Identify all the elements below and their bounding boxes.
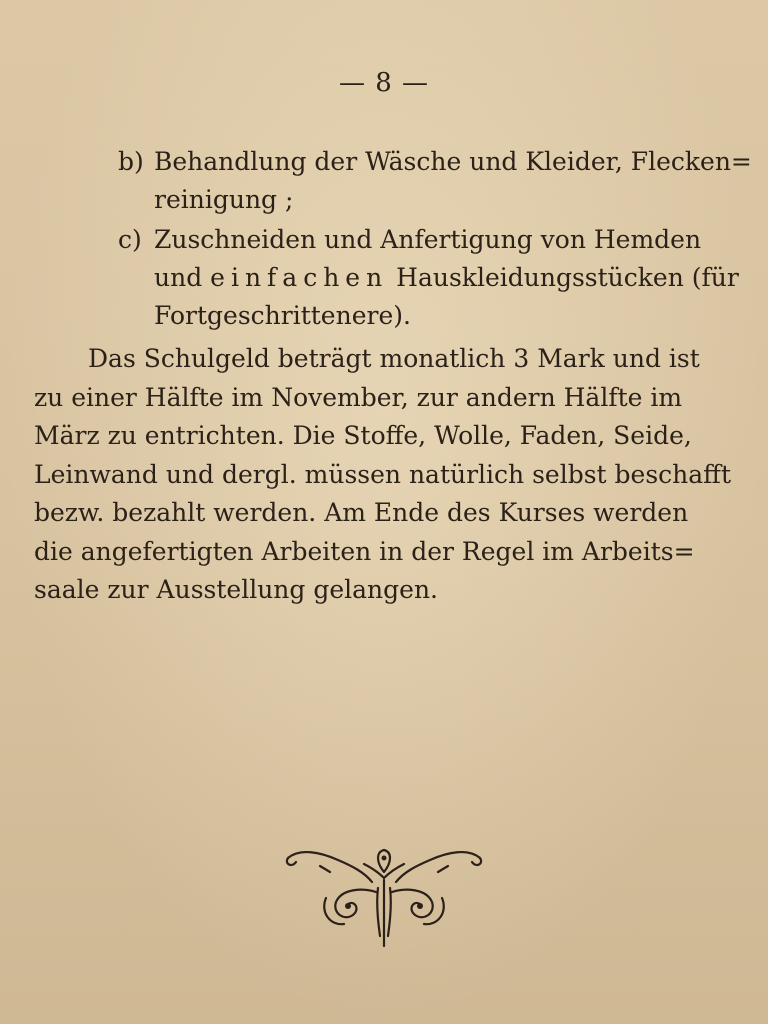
list-item-text-line — [118, 259, 738, 297]
list-marker: b) — [118, 147, 144, 176]
decorative-ornament-icon — [280, 842, 488, 954]
body-paragraph — [34, 340, 738, 610]
list-item-text-line: Fortgeschrittenere). — [154, 301, 411, 330]
paragraph-line: bezw. bezahlt werden. Am Ende des Kurses werden — [34, 498, 689, 527]
page-number: — 8 — — [338, 68, 430, 98]
emphasized-text: einfachen — [210, 263, 389, 292]
paragraph-line: März zu entrichten. Die Stoffe, Wolle, Faden, Seide, — [34, 421, 692, 450]
list-item-text-line: reinigung ; — [154, 185, 294, 214]
list-item-c — [118, 221, 738, 335]
paragraph-line: Das Schulgeld beträgt monatlich 3 Mark und ist — [88, 344, 700, 373]
paragraph-line: zu einer Hälfte im November, zur andern Hälfte im — [34, 382, 683, 412]
list-item-text-line: Behandlung der Wäsche und Kleider, Flecken= — [154, 147, 752, 176]
paragraph-line: saale zur Ausstellung gelangen. — [34, 575, 438, 604]
paragraph-line: die angefertigten Arbeiten in der Regel im Arbeits= — [34, 536, 695, 566]
text-fragment: Hauskleidungsstücken (für — [388, 263, 739, 292]
list-item-text-line: Zuschneiden und Anfertigung von Hemden — [154, 225, 702, 254]
list-marker: c) — [118, 225, 142, 254]
text-fragment: und — [154, 263, 211, 292]
paragraph-line: Leinwand und dergl. müssen natürlich selbst beschafft — [34, 459, 731, 489]
list-item-b — [118, 143, 752, 219]
